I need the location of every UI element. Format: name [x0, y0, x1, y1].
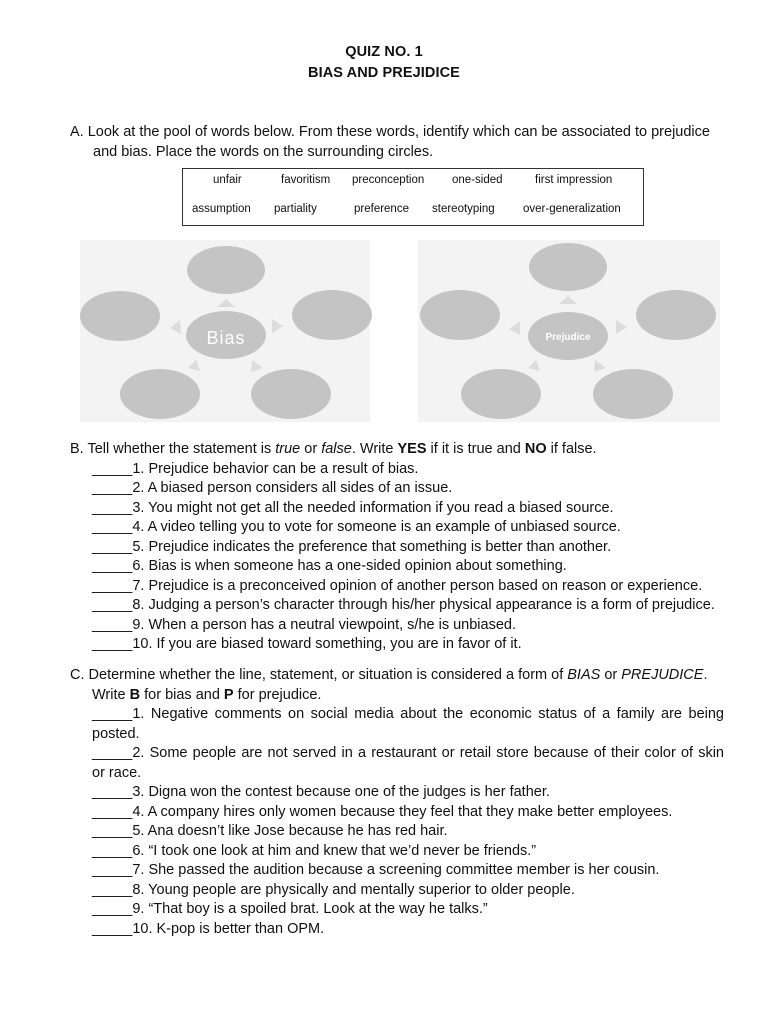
word-pool-box: [182, 168, 644, 226]
part-b-item[interactable]: _____4. A video telling you to vote for someone is an example of unbiased source.: [92, 519, 621, 535]
part-c-item-2-line-1[interactable]: _____2. Some people are not served in a restaurant or retail store because of their color of skin: [92, 745, 724, 761]
part-c-intro-text: .: [703, 667, 708, 683]
part-b-item[interactable]: _____9. When a person has a neutral viewpoint, s/he is unbiased.: [92, 616, 516, 633]
word-pool-item: first impression: [535, 174, 613, 186]
answer-circle[interactable]: [120, 369, 200, 419]
part-b-item[interactable]: _____5. Prejudice indicates the preference that something is better than another.: [92, 538, 612, 555]
answer-circle[interactable]: [593, 369, 673, 419]
part-c-item[interactable]: _____8. Young people are physically and mentally superior to older people.: [92, 881, 575, 898]
word-pool-item: one-sided: [452, 174, 503, 186]
answer-circle[interactable]: [420, 290, 500, 340]
part-c-item[interactable]: _____4. A company hires only women because they feel that they make better employees.: [92, 803, 673, 820]
part-c-item-1-line-1[interactable]: _____1. Negative comments on social media about the economic status of a family are being: [92, 706, 724, 722]
part-c-p-letter: P: [223, 686, 234, 703]
part-c-item[interactable]: _____9. “That boy is a spoiled brat. Look at the way he talks.”: [92, 901, 488, 917]
part-c-b-letter: B: [129, 686, 141, 703]
part-b-item[interactable]: _____10. If you are biased toward something, you are in favor of it.: [92, 636, 522, 652]
part-c-item-1-line-2: posted.: [92, 725, 140, 742]
part-c-intro-text: or: [600, 667, 622, 683]
word-pool-item: assumption: [192, 203, 251, 215]
answer-circle[interactable]: [636, 290, 716, 340]
part-a-line-1: A. Look at the pool of words below. From these words, identify which can be associated to prejudice: [70, 124, 710, 140]
part-c-item[interactable]: _____3. Digna won the contest because one of the judges is her father.: [92, 784, 550, 800]
part-c-item[interactable]: _____7. She passed the audition because a screening committee member is her cousin.: [92, 862, 660, 878]
word-pool-item: favoritism: [281, 174, 331, 186]
part-c-instructions: [70, 666, 724, 686]
answer-circle[interactable]: [461, 369, 541, 419]
part-b-item[interactable]: _____8. Judging a person’s character through his/her physical appearance is a form of prejudice.: [92, 597, 715, 613]
part-c-item[interactable]: _____10. K-pop is better than OPM.: [92, 920, 325, 937]
part-c-item-2-line-2: or race.: [92, 764, 142, 781]
part-a-line-2: and bias. Place the words on the surrounding circles.: [93, 143, 434, 160]
part-b-section: [70, 440, 724, 655]
part-b-intro-text: or: [300, 441, 322, 457]
part-c-instructions-2: [70, 686, 724, 706]
part-b-intro-text: B. Tell whether the statement is: [70, 441, 276, 457]
part-c-bias-word: BIAS: [567, 667, 601, 683]
word-pool-item: partiality: [274, 203, 317, 215]
part-b-item[interactable]: _____7. Prejudice is a preconceived opinion of another person based on reason or experience.: [92, 577, 703, 594]
part-b-true-word: true: [275, 441, 301, 457]
part-c-section: [70, 666, 724, 939]
part-a-instructions: [70, 123, 730, 162]
word-pool-item: preference: [354, 203, 409, 215]
part-b-yes-word: YES: [397, 441, 427, 457]
part-c-intro-text: Write: [92, 686, 130, 703]
part-c-prejudice-word: PREJUDICE: [621, 667, 704, 683]
part-b-item[interactable]: _____2. A biased person considers all sides of an issue.: [92, 480, 453, 496]
word-pool-item: preconception: [352, 174, 425, 186]
bias-center-label: Bias: [206, 328, 246, 348]
prejudice-center-label: Prejudice: [545, 332, 591, 343]
answer-circle[interactable]: [187, 246, 265, 294]
answer-circle[interactable]: [80, 291, 160, 341]
part-c-intro-text: for bias and: [140, 686, 224, 703]
quiz-subtitle: BIAS AND PREJIDICE: [308, 65, 460, 81]
part-b-intro-text: if false.: [546, 441, 597, 457]
part-c-item[interactable]: _____5. Ana doesn’t like Jose because he has red hair.: [92, 823, 448, 839]
part-b-intro-text: if it is true and: [426, 441, 525, 457]
part-b-no-word: NO: [524, 441, 547, 457]
part-b-item[interactable]: _____6. Bias is when someone has a one-sided opinion about something.: [92, 558, 567, 574]
part-b-instructions: [70, 440, 724, 460]
answer-circle[interactable]: [251, 369, 331, 419]
part-c-intro-text: C. Determine whether the line, statement, or situation is considered a form of: [70, 667, 568, 683]
word-pool-item: unfair: [213, 174, 242, 186]
part-b-intro-text: . Write: [351, 441, 398, 457]
answer-circle[interactable]: [292, 290, 372, 340]
part-c-intro-text: for prejudice.: [233, 686, 322, 703]
part-b-item[interactable]: _____3. You might not get all the needed information if you read a biased source.: [92, 499, 614, 516]
part-b-false-word: false: [321, 441, 352, 457]
quiz-title: QUIZ NO. 1: [345, 44, 423, 60]
word-pool-item: stereotyping: [432, 203, 495, 215]
answer-circle[interactable]: [529, 243, 607, 291]
part-b-item[interactable]: _____1. Prejudice behavior can be a result of bias.: [92, 460, 419, 477]
part-c-item[interactable]: _____6. “I took one look at him and knew that we’d never be friends.”: [92, 842, 537, 859]
bias-prejudice-diagrams: [0, 235, 768, 425]
word-pool-item: over-generalization: [523, 203, 621, 215]
